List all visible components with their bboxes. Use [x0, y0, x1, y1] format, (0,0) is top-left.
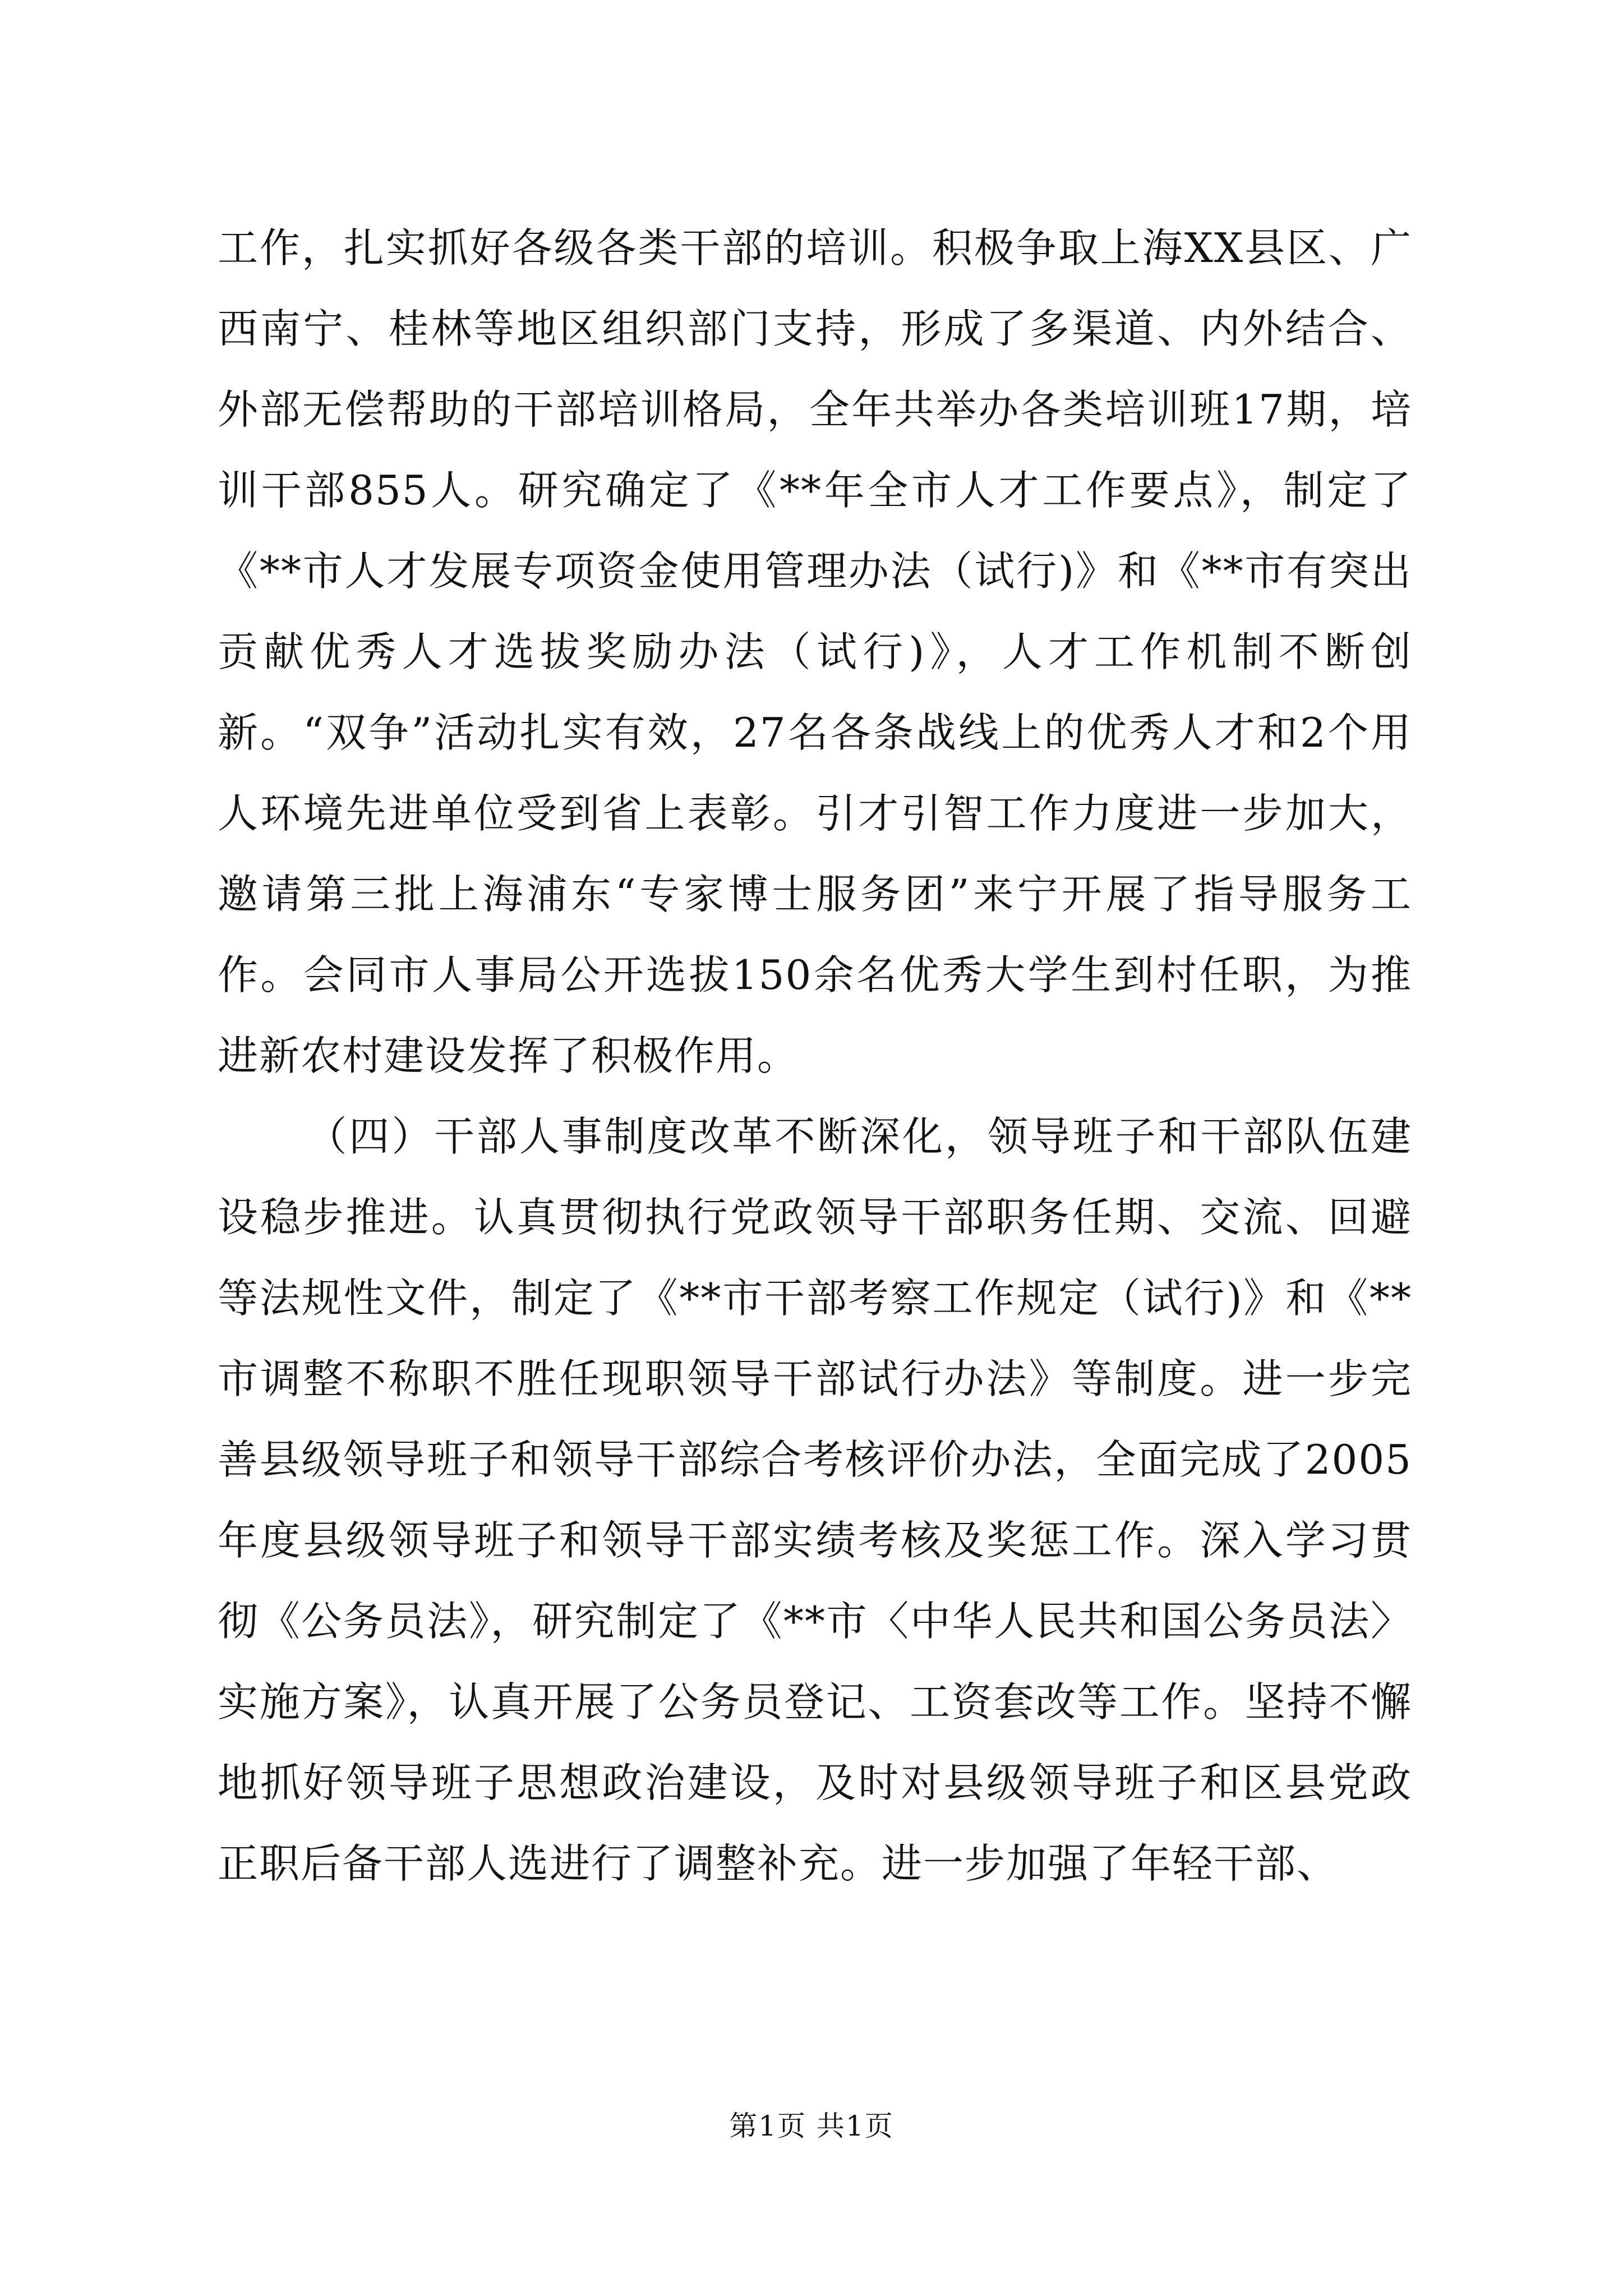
paragraph-cadre-reform: （四）干部人事制度改革不断深化，领导班子和干部队伍建设稳步推进。认真贯彻执行党政领导干部职务任期、交流、回避等法规性文件，制定了《**市干部考察工作规定（试行)》和《**市调整不称职不胜任现职领导干部试行办法》等制度。进一步完善县级领导班子和领导干部综合考核评价办法，全面完成了2005年度县级领导班子和领导干部实绩考核及奖惩工作。深入学习贯彻《公务员法》，研究制定了《**市〈中华人民共和国公务员法〉实施方案》，认真开展了公务员登记、工资套改等工作。坚持不懈地抓好领导班子思想政治建设，及时对县级领导班子和区县党政正职后备干部人选进行了调整补充。进一步加强了年轻干部、: [218, 1113, 1412, 1887]
paragraph-talent-work: 工作，扎实抓好各级各类干部的培训。积极争取上海XX县区、广西南宁、桂林等地区组织部门支持，形成了多渠道、内外结合、外部无偿帮助的干部培训格局，全年共举办各类培训班17期，培训干部855人。研究确定了《**年全市人才工作要点》，制定了《**市人才发展专项资金使用管理办法（试行)》和《**市有突出贡献优秀人才选拔奖励办法（试行)》，人才工作机制不断创新。“双争”活动扎实有效，27名各条战线上的优秀人才和2个用人环境先进单位受到省上表彰。引才引智工作力度进一步加大，邀请第三批上海浦东“专家博士服务团”来宁开展了指导服务工作。会同市人事局公开选拔150余名优秀大学生到村任职，为推进新农村建设发挥了积极作用。: [218, 224, 1412, 1079]
page-footer: 第1页 共1页: [729, 2110, 894, 2142]
document-body: [218, 208, 1412, 1904]
